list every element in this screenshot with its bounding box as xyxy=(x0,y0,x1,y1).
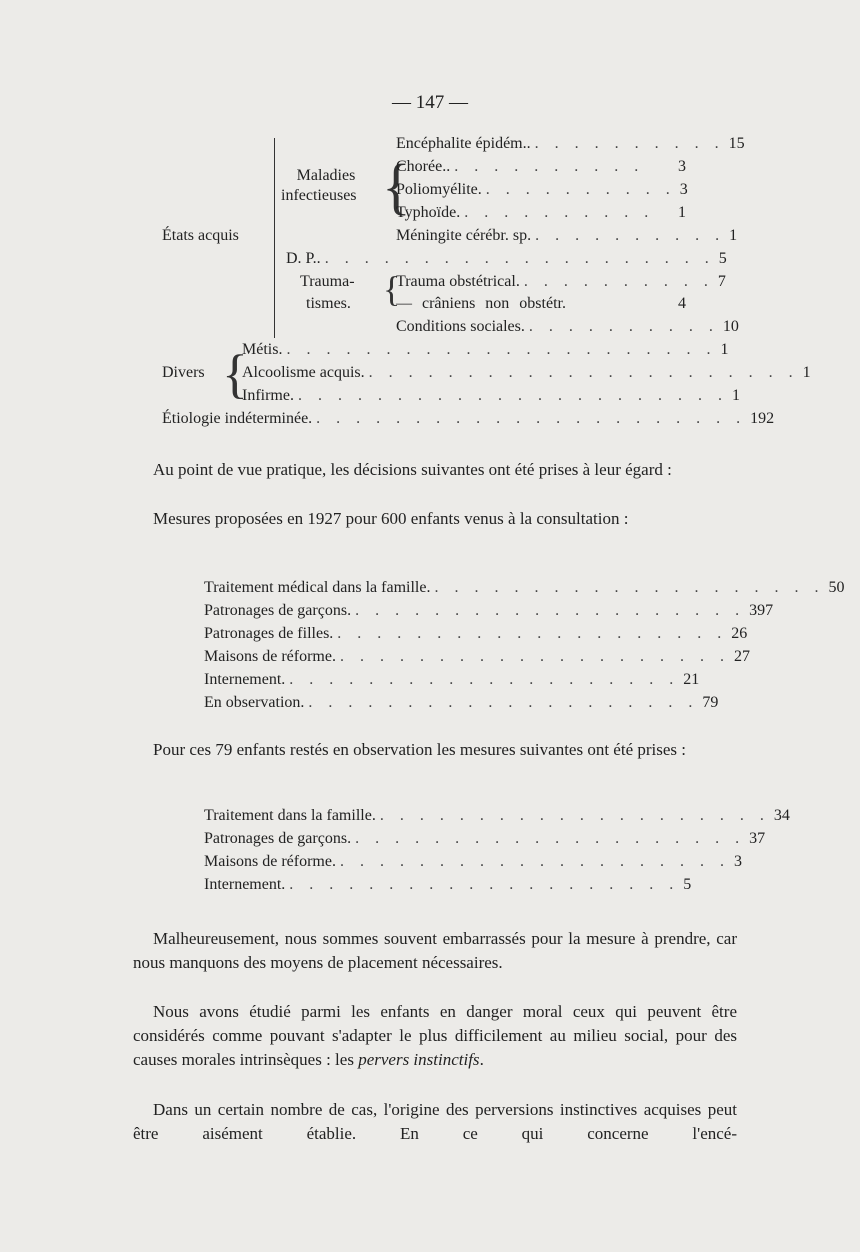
leader-dots: . . . . . . . . . . . . . . . . . . . . xyxy=(355,830,746,847)
row-label: Trauma obstétrical. xyxy=(396,273,520,290)
brace-maladies: { xyxy=(382,151,411,221)
row-value: 1 xyxy=(678,204,686,221)
paragraph: Mesures proposées en 1927 pour 600 enfants venus à la consultation : xyxy=(153,509,629,528)
row-value: 192 xyxy=(750,410,775,427)
leader-dots: . . . . . . . . . . . . . . . . . . . . xyxy=(434,579,825,596)
row-label: Méningite cérébr. sp. xyxy=(396,227,532,244)
subgroup-maladies-1: Maladies xyxy=(296,167,356,184)
item-value: 5 xyxy=(683,876,692,893)
brace-divers: { xyxy=(222,344,248,404)
subgroup-maladies-2: infectieuses xyxy=(281,187,357,204)
paragraph-text: Nous avons étudié parmi les enfants en danger moral ceux qui peuvent être considérés comme pouvant s'adapter le plus difficilement au milieu social, pour des causes morales intrinsèques : les xyxy=(133,1002,737,1069)
leader-dots: . . . . . . . . . . . . . . . . . . . . . . xyxy=(286,341,717,358)
divers-row xyxy=(242,340,729,360)
item-value: 79 xyxy=(702,694,719,711)
paragraph: Pour ces 79 enfants restés en observation les mesures suivantes ont été prises : xyxy=(153,740,687,759)
brace-trauma: { xyxy=(383,269,401,309)
leader-dots: . . . . . . . . . . . . . . . . . . . . xyxy=(339,648,730,665)
item-value: 397 xyxy=(749,602,774,619)
row-label: Conditions sociales. xyxy=(396,318,525,335)
item-label: Patronages de filles. xyxy=(204,625,334,642)
leader-dots: . . . . . . . . . . xyxy=(454,158,645,175)
paragraph: Dans un certain nombre de cas, l'origine des perversions instinctives acquises peut être aisément établie. En ce qui concerne l'encé- xyxy=(133,1100,737,1143)
leader-dots: . . . . . . . . . . . . . . . . . . . . xyxy=(337,625,728,642)
item-value: 37 xyxy=(749,830,766,847)
page-number: — 147 — xyxy=(392,92,468,113)
list-item xyxy=(204,806,790,826)
divers-row xyxy=(242,363,811,383)
row-label: Encéphalite épidém.. xyxy=(396,135,531,152)
paragraph: Malheureusement, nous sommes souvent embarrassés pour la mesure à prendre, car nous manquons des moyens de placement nécessaires. xyxy=(133,929,737,972)
list-item xyxy=(204,875,692,895)
item-label: Internement. xyxy=(204,671,286,688)
item-value: 50 xyxy=(828,579,845,596)
row-label: Métis. xyxy=(242,341,283,358)
row-label: — crâniens non obstétr. xyxy=(396,295,566,312)
leader-dots: . . . . . . . . . . . . . . . . . . . . xyxy=(289,876,680,893)
trauma-row xyxy=(396,272,726,292)
group-rule xyxy=(274,138,275,338)
leader-dots: . . . . . . . . . . . . . . . . . . . . . . xyxy=(316,410,747,427)
indeterminee-row xyxy=(162,409,775,429)
group-label-divers: Divers xyxy=(162,364,205,381)
row-label: D. P.. xyxy=(286,250,321,267)
item-value: 21 xyxy=(683,671,700,688)
row-value: 15 xyxy=(728,135,745,152)
list-item xyxy=(204,670,700,690)
row-value: 5 xyxy=(718,250,727,267)
subgroup-trauma-1: Trauma- xyxy=(300,273,355,290)
italic-term: pervers instinctifs xyxy=(358,1050,480,1069)
maladies-row xyxy=(396,203,686,223)
list-item xyxy=(204,693,719,713)
item-label: Traitement dans la famille. xyxy=(204,807,376,824)
list-item xyxy=(204,578,845,598)
item-label: Patronages de garçons. xyxy=(204,830,352,847)
row-value: 4 xyxy=(678,295,686,312)
row-value: 3 xyxy=(679,181,688,198)
subgroup-trauma-2: tismes. xyxy=(306,295,351,312)
row-label: Poliomyélite. xyxy=(396,181,482,198)
leader-dots: . . . . . . . . . . . . . . . . . . . . xyxy=(324,250,715,267)
leader-dots: . . . . . . . . . . xyxy=(528,318,719,335)
list-item xyxy=(204,601,774,621)
dp-row xyxy=(286,249,727,269)
trauma-row xyxy=(396,294,686,314)
paragraph: Au point de vue pratique, les décisions suivantes ont été prises à leur égard : xyxy=(153,460,672,479)
row-value: 10 xyxy=(722,318,739,335)
leader-dots: . . . . . . . . . . . . . . . . . . . . . . xyxy=(297,387,728,404)
paragraph-end: . xyxy=(479,1050,484,1069)
leader-dots xyxy=(566,294,646,314)
leader-dots: . . . . . . . . . . xyxy=(523,273,714,290)
leader-dots: . . . . . . . . . . . . . . . . . . . . xyxy=(355,602,746,619)
item-label: Maisons de réforme. xyxy=(204,648,336,665)
row-value: 1 xyxy=(720,341,729,358)
row-value: 1 xyxy=(731,387,740,404)
item-label: En observation. xyxy=(204,694,305,711)
item-label: Internement. xyxy=(204,876,286,893)
list-item xyxy=(204,647,750,667)
leader-dots: . . . . . . . . . . . . . . . . . . . . xyxy=(308,694,699,711)
leader-dots: . . . . . . . . . . xyxy=(464,204,655,221)
row-value: 7 xyxy=(717,273,726,290)
row-label: Alcoolisme acquis. xyxy=(242,364,365,381)
list-item xyxy=(204,829,766,849)
paragraph xyxy=(133,1000,737,1072)
list-item xyxy=(204,624,748,644)
leader-dots: . . . . . . . . . . . . . . . . . . . . xyxy=(289,671,680,688)
row-label: Chorée.. xyxy=(396,158,451,175)
row-label: Infirme. xyxy=(242,387,294,404)
conditions-row xyxy=(396,317,739,337)
row-value: 3 xyxy=(678,158,686,175)
leader-dots: . . . . . . . . . . xyxy=(534,135,725,152)
item-value: 26 xyxy=(731,625,748,642)
item-value: 27 xyxy=(733,648,750,665)
row-value: 1 xyxy=(802,364,811,381)
row-value: 1 xyxy=(729,227,738,244)
group-label-etats-acquis: États acquis xyxy=(162,227,239,244)
maladies-row xyxy=(396,180,686,200)
leader-dots: . . . . . . . . . . . . . . . . . . . . xyxy=(379,807,770,824)
item-label: Maisons de réforme. xyxy=(204,853,336,870)
item-label: Traitement médical dans la famille. xyxy=(204,579,431,596)
item-label: Patronages de garçons. xyxy=(204,602,352,619)
row-label: Typhoïde. xyxy=(396,204,461,221)
list-item xyxy=(204,852,742,872)
leader-dots: . . . . . . . . . . xyxy=(485,181,676,198)
row-label: Étiologie indéterminée. xyxy=(162,410,313,427)
leader-dots: . . . . . . . . . . xyxy=(535,227,726,244)
divers-row xyxy=(242,386,740,406)
maladies-row xyxy=(396,226,738,246)
maladies-row xyxy=(396,157,686,177)
maladies-row xyxy=(396,134,745,154)
leader-dots: . . . . . . . . . . . . . . . . . . . . . . xyxy=(368,364,799,381)
leader-dots: . . . . . . . . . . . . . . . . . . . . xyxy=(339,853,730,870)
item-value: 3 xyxy=(733,853,742,870)
item-value: 34 xyxy=(773,807,790,824)
